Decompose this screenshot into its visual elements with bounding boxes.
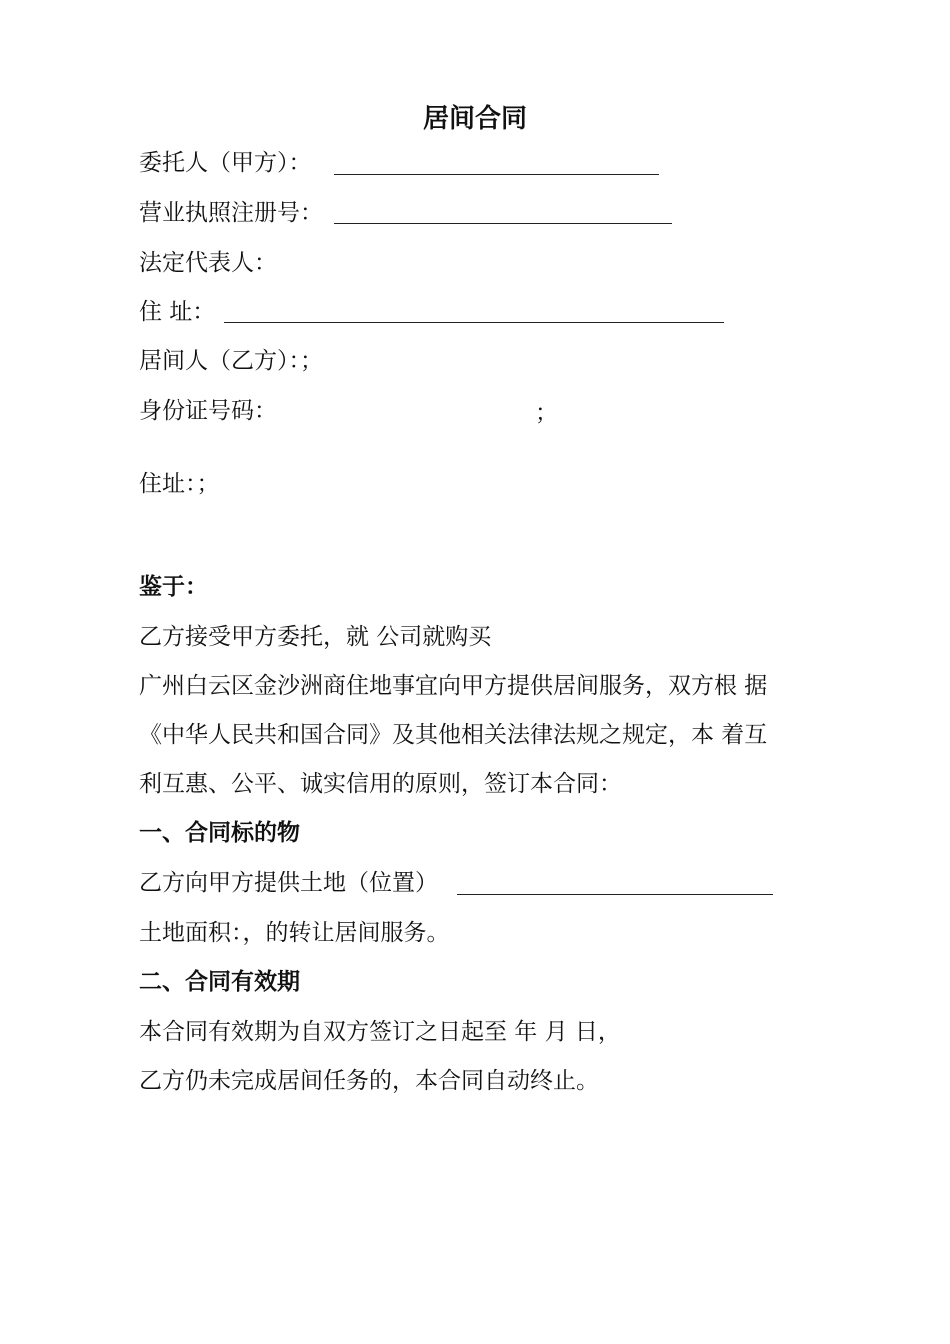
party-a-label: 委托人（甲方）：	[139, 150, 312, 176]
legal-representative-label: 法定代表人：	[139, 250, 277, 276]
registration-number-label: 营业执照注册号：	[139, 200, 323, 226]
section-1-heading: 一、合同标的物	[139, 819, 300, 846]
section-1-line-1: 乙方向甲方提供土地（位置）	[139, 870, 438, 896]
whereas-paragraph-line-2: 广州白云区金沙洲商住地事宜向甲方提供居间服务，双方根 据	[139, 673, 768, 699]
section-1-line-2: 土地面积：，的转让居间服务。	[139, 920, 450, 946]
party-a-address-label: 住 址：	[139, 299, 216, 325]
registration-number-blank	[334, 223, 672, 224]
party-a-address-blank	[224, 322, 724, 323]
document-title: 居间合同	[422, 104, 527, 134]
land-location-blank	[457, 894, 773, 895]
section-2-line-1: 本合同有效期为自双方签订之日起至 年 月 日，	[139, 1019, 621, 1045]
whereas-paragraph-line-3: 《中华人民共和国合同》及其他相关法律法规之规定，本 着互	[139, 722, 768, 748]
party-a-name-blank	[334, 174, 659, 175]
section-2-line-2: 乙方仍未完成居间任务的，本合同自动终止。	[139, 1068, 599, 1094]
id-number-end: ；	[535, 400, 558, 426]
party-b-label: 居间人（乙方）：；	[139, 348, 323, 374]
id-number-label: 身份证号码：	[139, 398, 277, 424]
whereas-paragraph-line-4: 利互惠、公平、诚实信用的原则，签订本合同：	[139, 771, 622, 797]
party-b-address-label: 住址：；	[139, 471, 220, 497]
whereas-heading: 鉴于：	[139, 573, 208, 600]
whereas-paragraph-line-1: 乙方接受甲方委托，就 公司就购买	[139, 624, 492, 650]
section-2-heading: 二、合同有效期	[139, 968, 300, 995]
